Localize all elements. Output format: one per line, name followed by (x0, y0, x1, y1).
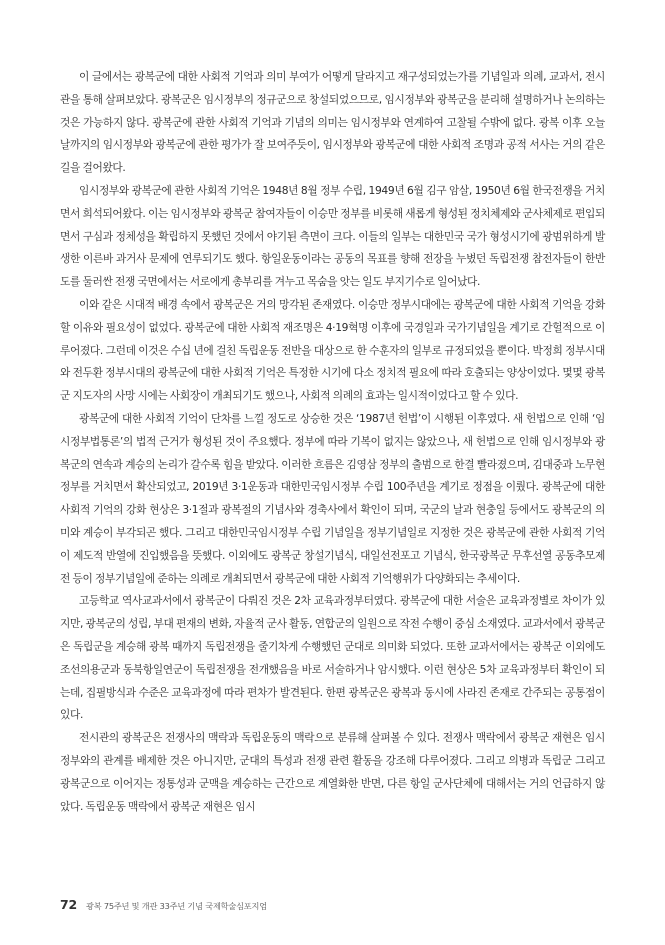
running-title: 광복 75주년 및 개관 33주년 기념 국제학술심포지엄 (86, 901, 267, 911)
paragraph: 전시관의 광복군은 전쟁사의 맥락과 독립운동의 맥락으로 분류해 살펴볼 수 있다. 전쟁사 맥락에서 광복군 재현은 임시정부와의 관계를 배제한 것은 아니지만, 군대의 특성과 전쟁 관련 활동을 강조해 다루어졌다. 그리고 의병과 독립군 그리고 광복군으로 이어지는 정통성과 군맥을 계승하는 근간으로 계열화한 반면, 다른 항일 군사단체에 대해서는 거의 언급하지 않았다. 독립운동 맥락에서 광복군 재현은 임시 (60, 731, 605, 813)
paragraph: 광복군에 대한 사회적 기억이 단차를 느낄 정도로 상승한 것은 ‘1987년 헌법’이 시행된 이후였다. 새 헌법으로 인해 ‘임시정부법통론’의 법적 근거가 형성된 것이 주요했다. 정부에 따라 기복이 없지는 않았으나, 새 헌법으로 인해 임시정부와 광복군의 연속과 계승의 논리가 갈수록 힘을 받았다. 이러한 흐름은 김영삼 정부의 출범으로 한결 빨라졌으며, 김대중과 노무현 정부를 거치면서 확산되었고, 2019년 3·1운동과 대한민국임시정부 수립 100주년을 계기로 정점을 이뤘다. 광복군에 대한 사회적 기억의 강화 현상은 3·1절과 광복절의 기념사와 경축사에서 확인이 되며, 국군의 날과 현충일 등에서도 광복군의 의미와 계승이 부각되곤 했다. 그리고 대한민국임시정부 수립 기념일을 정부기념일로 지정한 것은 광복군에 관한 사회적 기억이 제도적 반열에 진입했음을 뜻했다. 이외에도 광복군 창설기념식, 대일선전포고 기념식, 한국광복군 무후선열 공동추모제전 등이 정부기념일에 준하는 의례로 개최되면서 광복군에 대한 사회적 기억행위가 다양화되는 추세이다. (60, 411, 605, 585)
paragraph: 이와 같은 시대적 배경 속에서 광복군은 거의 망각된 존재였다. 이승만 정부시대에는 광복군에 대한 사회적 기억을 강화할 이유와 필요성이 없었다. 광복군에 대한 사회적 재조명은 4·19혁명 이후에 국경일과 국가기념일을 계기로 간헐적으로 이루어졌다. 그런데 이것은 수십 년에 걸친 독립운동 전반을 대상으로 한 수훈자의 일부로 규정되었을 뿐이다. 박정희 정부시대와 전두환 정부시대의 광복군에 대한 사회적 기억은 특정한 시기에 다소 정치적 필요에 따라 호출되는 양상이었다. 몇몇 광복군 지도자의 사망 시에는 사회장이 개최되기도 했으나, 사회적 의례의 효과는 일시적이었다고 할 수 있다. (60, 297, 605, 403)
paragraph: 이 글에서는 광복군에 대한 사회적 기억과 의미 부여가 어떻게 달라지고 재구성되었는가를 기념일과 의례, 교과서, 전시관을 통해 살펴보았다. 광복군은 임시정부의 정규군으로 창설되었으므로, 임시정부와 광복군을 분리해 설명하거나 논의하는 것은 가능하지 않다. 광복군에 관한 사회적 기억과 기념의 의미는 임시정부와 연계하여 고찰될 수밖에 없다. 광복 이후 오늘날까지의 임시정부와 광복군에 관한 평가가 잘 보여주듯이, 임시정부와 광복군에 대한 사회적 조명과 공적 서사는 거의 같은 길을 걸어왔다. (60, 70, 605, 175)
paragraph: 임시정부와 광복군에 관한 사회적 기억은 1948년 8월 정부 수립, 1949년 6월 김구 암살, 1950년 6월 한국전쟁을 거치면서 희석되어왔다. 이는 임시정부와 광복군 참여자들이 이승만 정부를 비롯해 새롭게 형성된 정치체제와 군사체제로 편입되면서 구심과 정체성을 확립하지 못했던 것에서 야기된 측면이 크다. 이들의 일부는 대한민국 국가 형성시기에 광범위하게 발생한 이른바 과거사 문제에 연루되기도 했다. 항일운동이라는 공동의 목표를 향해 전장을 누볐던 독립전쟁 참전자들이 한반도를 둘러싼 전쟁 국면에서는 서로에게 총부리를 겨누고 목숨을 앗는 일도 부지기수로 일어났다. (60, 183, 605, 289)
page-number: 72 (60, 897, 77, 912)
page-footer (60, 897, 267, 912)
paragraph: 고등학교 역사교과서에서 광복군이 다뤄진 것은 2차 교육과정부터였다. 광복군에 대한 서술은 교육과정별로 차이가 있지만, 광복군의 성립, 부대 편재의 변화, 자율적 군사 활동, 연합군의 일원으로 작전 수행이 중심 소재였다. 교과서에서 광복군은 독립군을 계승해 광복 때까지 독립전쟁을 줄기차게 수행했던 군대로 의미화 되었다. 또한 교과서에서는 광복군 이외에도 조선의용군과 동북항일연군이 독립전쟁을 전개했음을 바로 서술하거나 암시했다. 이런 현상은 5차 교육과정부터 확인이 되는데, 집필방식과 수준은 교육과정에 따라 편차가 발견된다. 한편 광복군은 광복과 동시에 사라진 존재로 간주되는 공통점이 있다. (60, 594, 605, 722)
body-text (60, 66, 605, 818)
